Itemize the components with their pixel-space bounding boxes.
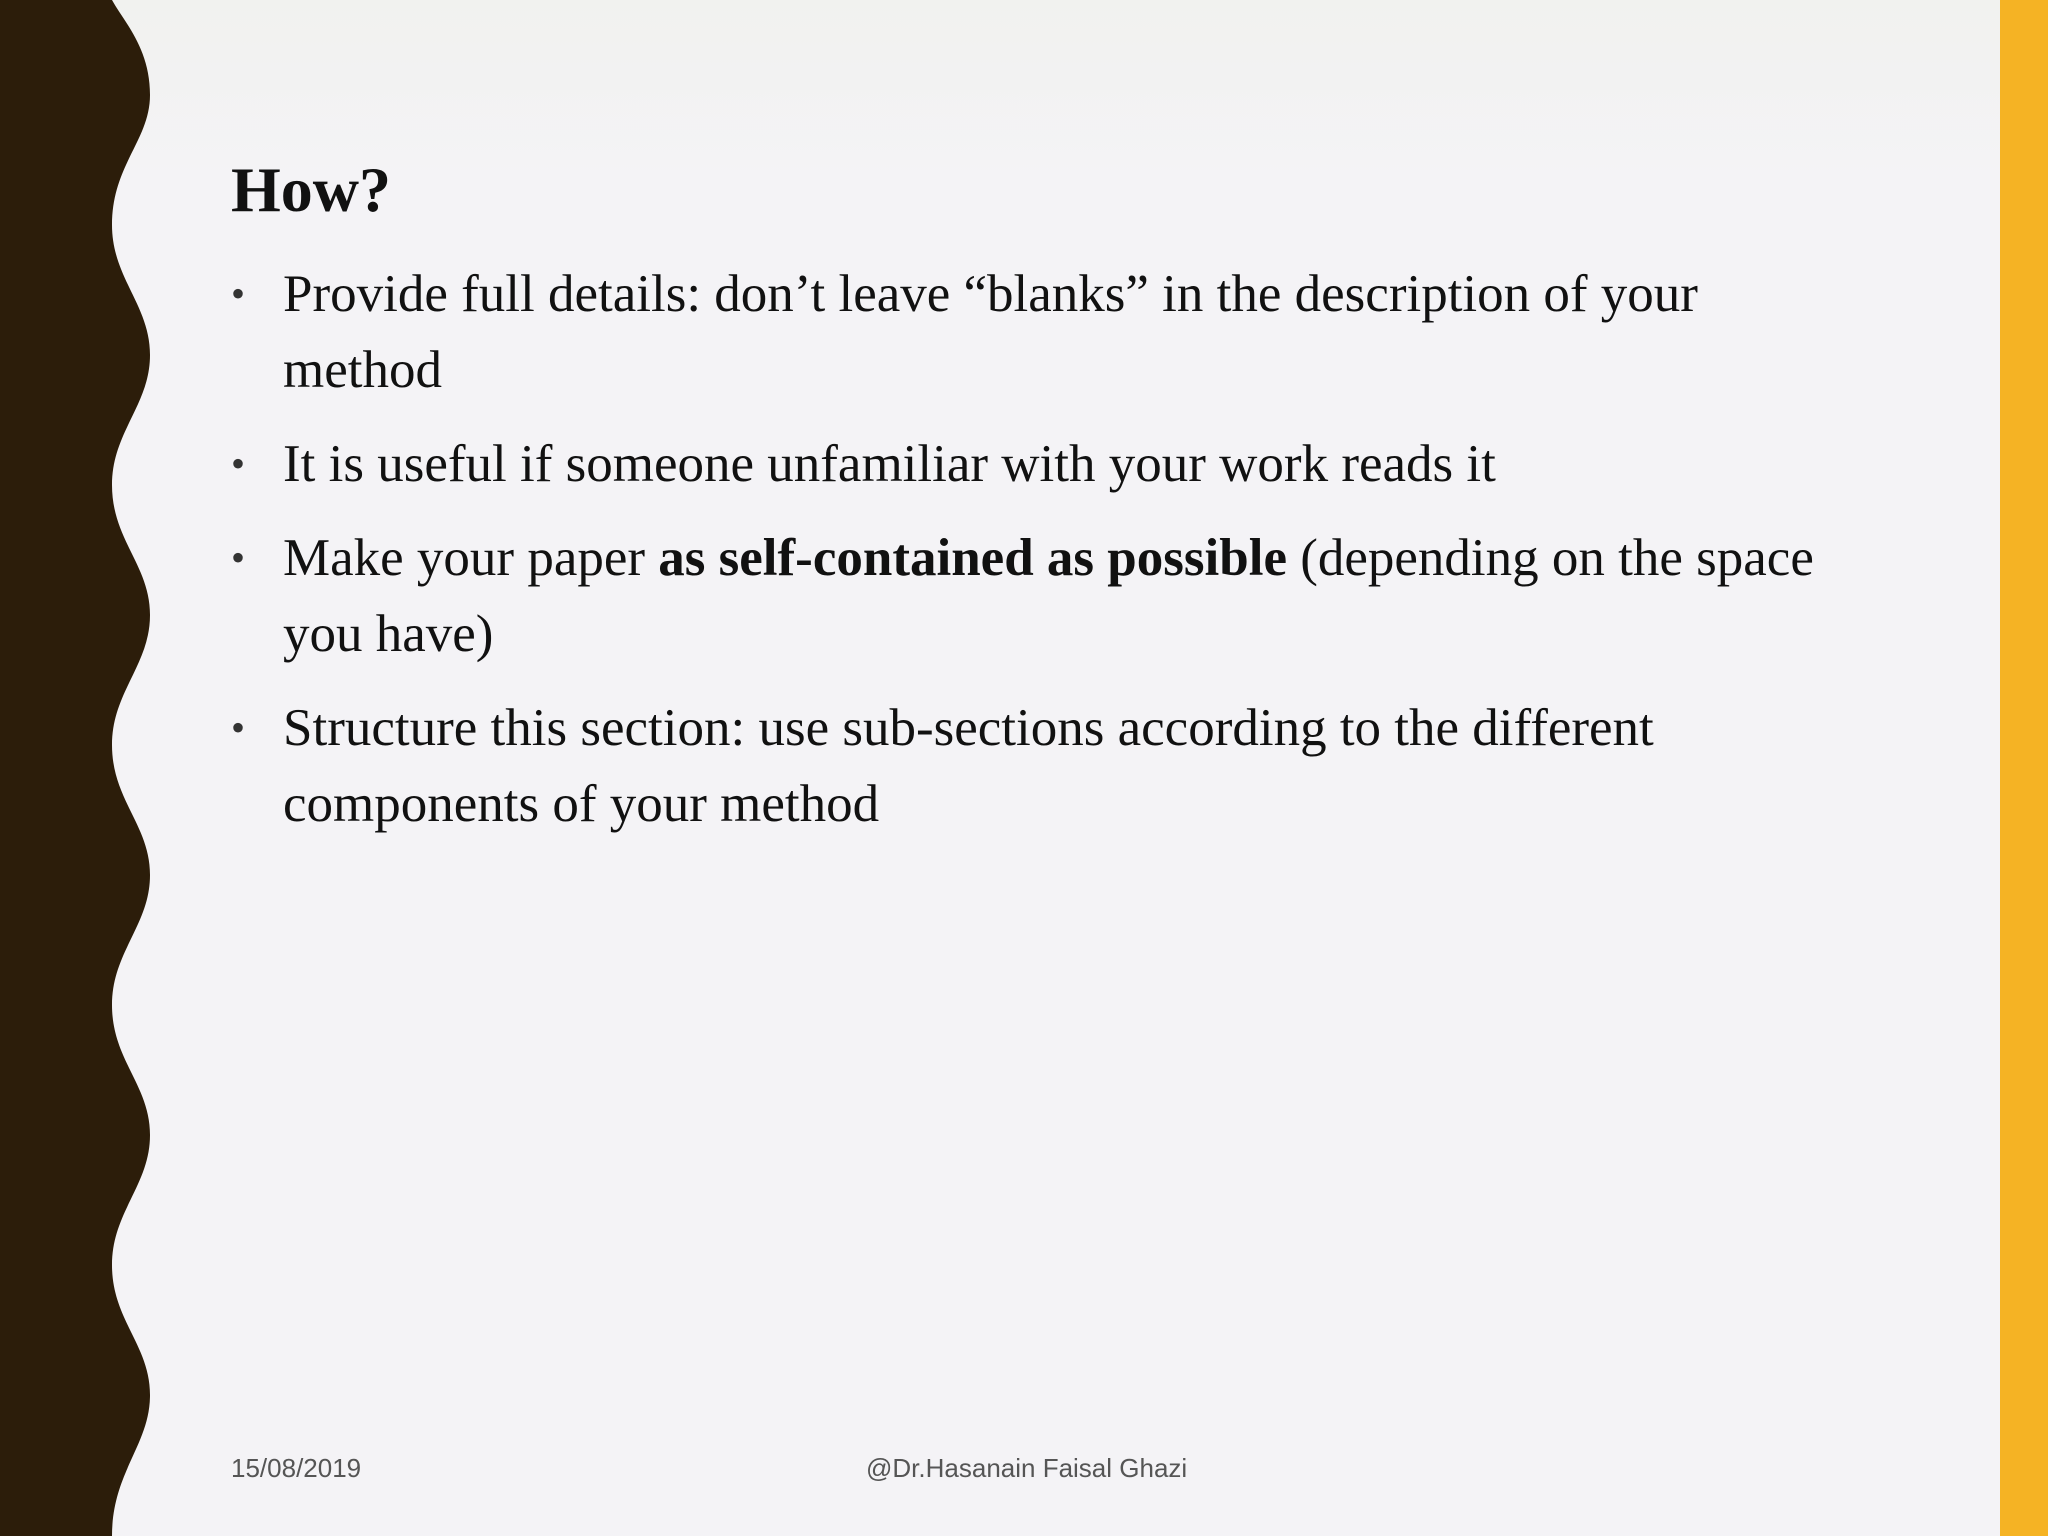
bullet-item	[231, 690, 1831, 842]
left-wave-shape	[0, 0, 150, 1536]
bullet-text-bold: as self-contained as possible	[658, 529, 1287, 587]
footer-author: @Dr.Hasanain Faisal Ghazi	[866, 1453, 1188, 1483]
bullet-icon: •	[231, 535, 246, 580]
bullet-text: Structure this section: use sub-sections according to the different components of your method	[283, 699, 1654, 833]
bullet-list	[231, 256, 1831, 860]
footer-date: 15/08/2019	[231, 1453, 362, 1483]
bullet-text: Provide full details: don’t leave “blanks” in the description of your method	[283, 265, 1698, 399]
left-wave-decoration	[0, 0, 170, 1536]
bullet-text-after: (depending on the space you have)	[283, 529, 1814, 663]
slide-title: How?	[231, 154, 391, 225]
bullet-icon: •	[231, 705, 246, 750]
bullet-icon: •	[231, 441, 246, 486]
right-accent-bar	[2000, 0, 2048, 1536]
bullet-item	[231, 256, 1831, 408]
bullet-icon: •	[231, 271, 246, 316]
bullet-text-before: Make your paper	[283, 529, 659, 587]
bullet-item	[231, 426, 1831, 502]
bullet-item	[231, 520, 1831, 672]
bullet-text: It is useful if someone unfamiliar with your work reads it	[283, 435, 1496, 493]
